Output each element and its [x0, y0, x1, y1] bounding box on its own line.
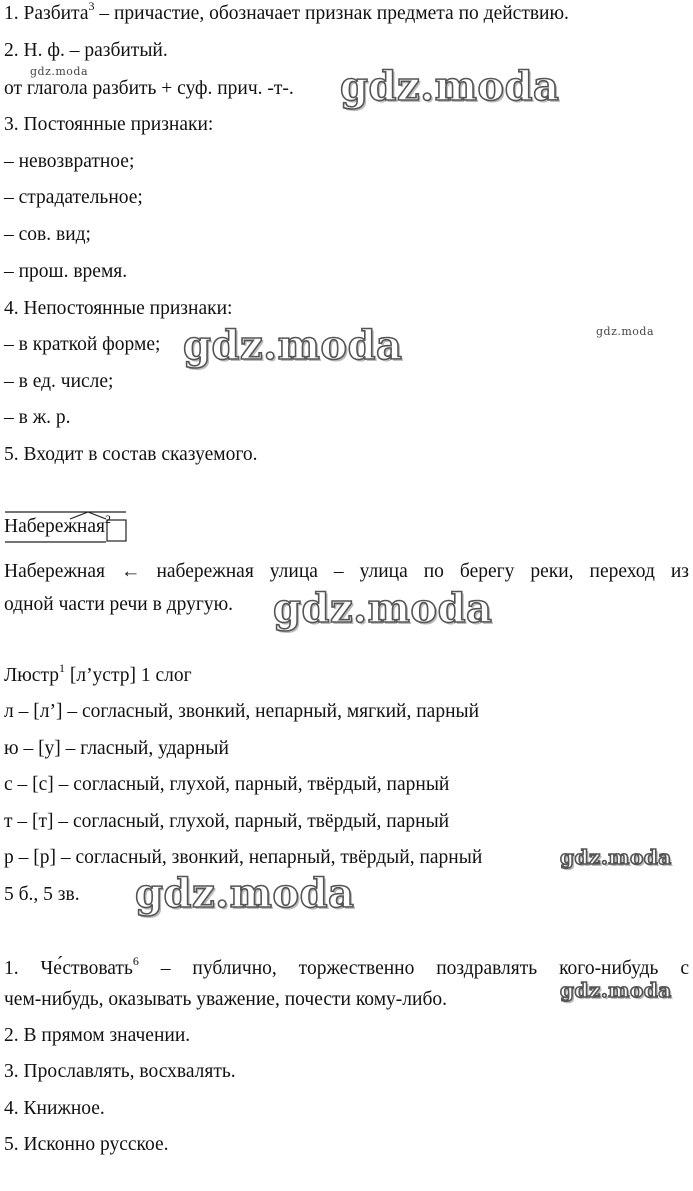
block1-line4: 3. Постоянные признаки: [4, 114, 214, 135]
block4-line6: 5. Исконно русское. [4, 1134, 169, 1155]
block1-line11: – в ед. числе; [4, 371, 114, 392]
phonetic-title: Люстр$^1$ [л’устр] 1 слог [4, 660, 192, 686]
phonetic-line2: ю – [у] – гласный, ударный [4, 738, 229, 759]
phonetic-line1: л – [л’] – согласный, звонкий, непарный, мягкий, парный [4, 701, 480, 722]
watermark-tiny-2: gdz.moda [596, 325, 655, 338]
watermark-3: gdz.moda [273, 585, 493, 632]
block1-line10: – в краткой форме; [4, 334, 161, 355]
block2-line1: Набережная ← набережная улица – улица по берегу реки, переход из [4, 561, 689, 582]
phonetic-line3: с – [с] – согласный, глухой, парный, твёрдый, парный [4, 774, 450, 795]
phonetic-line5: р – [р] – согласный, звонкий, непарный, твёрдый, парный [4, 847, 483, 868]
phonetic-summary: 5 б., 5 зв. [4, 884, 80, 905]
block4-line1: 1. Че́ствовать$^6$ – публично, торжественно поздравлять кого-нибудь с [4, 953, 689, 979]
block1-line12: – в ж. р. [4, 407, 71, 428]
watermark-1: gdz.moda [340, 63, 560, 110]
block1-line7: – сов. вид; [4, 224, 91, 245]
morpheme-parse: Набережная [4, 515, 105, 539]
block1-line3: от глагола разбить + суф. прич. -т-. [4, 78, 294, 99]
watermark-4: gdz.moda [560, 845, 672, 869]
block4-line3: 2. В прямом значении. [4, 1025, 191, 1046]
watermark-2: gdz.moda [183, 322, 403, 369]
block1-line8: – прош. время. [4, 261, 128, 282]
block2-line2: одной части речи в другую. [4, 594, 234, 615]
block1-line9: 4. Непостоянные признаки: [4, 298, 233, 319]
block1-line5: – невозвратное; [4, 151, 135, 172]
watermark-tiny-1: gdz.moda [30, 65, 89, 78]
block4-line4: 3. Прославлять, восхвалять. [4, 1061, 236, 1082]
block4-line2: чем-нибудь, оказывать уважение, почести кому-либо. [4, 989, 447, 1010]
block4-line5: 4. Книжное. [4, 1098, 105, 1119]
block1-line2: 2. Н. ф. – разбитый. [4, 40, 168, 61]
phonetic-line4: т – [т] – согласный, глухой, парный, твёрдый, парный [4, 811, 450, 832]
watermark-6: gdz.moda [560, 978, 672, 1002]
morphemic-word: Набережная $^2$ [4, 515, 689, 539]
block1-line1: 1. Разбита$^3$ – причастие, обозначает признак предмета по действию. [4, 0, 569, 24]
watermark-5: gdz.moda [135, 870, 355, 917]
block1-line6: – страдательное; [4, 187, 143, 208]
block1-line13: 5. Входит в состав сказуемого. [4, 444, 258, 465]
